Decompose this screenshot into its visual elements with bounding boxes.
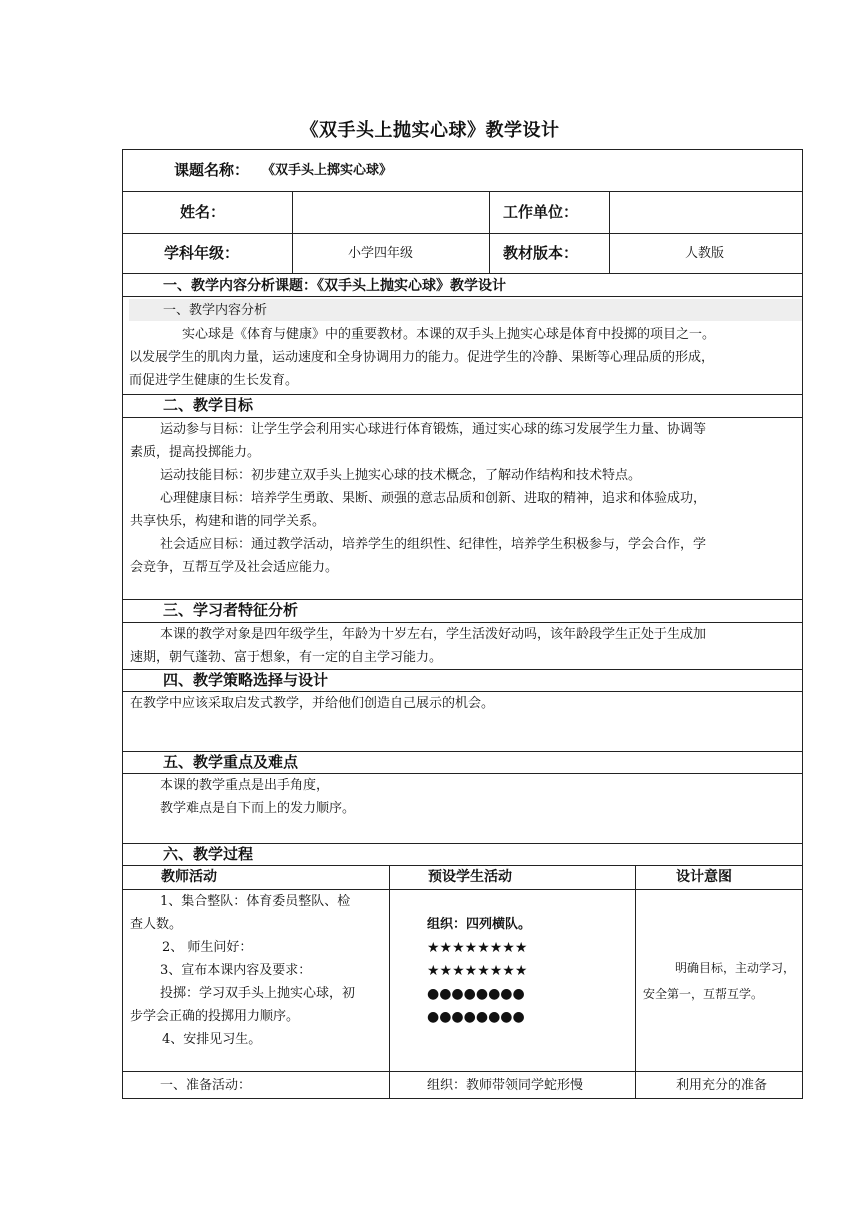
topic-label: 课题名称： bbox=[174, 161, 250, 179]
unit-label: 工作单位： bbox=[503, 203, 579, 221]
paragraph-line: 运动技能目标：初步建立双手头上抛实心球的技术概念，了解动作结构和技术特点。 bbox=[160, 468, 642, 483]
student-organization: 组织：四列横队。 bbox=[427, 917, 532, 932]
formation-row-stars: ★★★★★★★★ bbox=[427, 940, 528, 956]
section4-heading: 四、教学策略选择与设计 bbox=[163, 671, 329, 689]
design-intent-line: 明确目标，主动学习， bbox=[675, 961, 796, 975]
section1-subheading: 一、教学内容分析 bbox=[163, 303, 268, 318]
section3-heading: 三、学习者特征分析 bbox=[163, 601, 299, 619]
teacher-activity-line: 一、准备活动： bbox=[160, 1078, 252, 1093]
teacher-activity-line: 步学会正确的投掷用力顺序。 bbox=[130, 1009, 300, 1024]
section5-heading: 五、教学重点及难点 bbox=[163, 753, 299, 771]
edition-value: 人教版 bbox=[685, 246, 725, 261]
section6-heading: 六、教学过程 bbox=[163, 845, 254, 863]
paragraph-line: 本课的教学重点是出手角度， bbox=[160, 778, 330, 793]
teacher-activity-line: 4、安排见习生。 bbox=[162, 1032, 262, 1047]
section1-heading: 一、教学内容分析课题：《双手头上抛实心球》教学设计 bbox=[163, 278, 506, 294]
row-divider bbox=[122, 751, 803, 752]
teacher-activity-line: 3、宣布本课内容及要求： bbox=[160, 963, 312, 978]
paragraph-line: 共享快乐，构建和谐的同学关系。 bbox=[130, 514, 326, 529]
col-divider bbox=[635, 865, 636, 1099]
row-divider bbox=[122, 843, 803, 844]
section2-heading: 二、教学目标 bbox=[163, 396, 254, 414]
col-divider bbox=[389, 865, 390, 1099]
design-intent-line: 利用充分的准备 bbox=[676, 1078, 768, 1093]
col-divider bbox=[609, 191, 610, 273]
row-divider bbox=[122, 599, 803, 600]
row-divider bbox=[122, 865, 803, 866]
grade-value: 小学四年级 bbox=[348, 246, 414, 261]
document-title: 《双手头上抛实心球》教学设计 bbox=[300, 120, 560, 141]
col-divider bbox=[489, 191, 490, 273]
paragraph-line: 会竞争，互帮互学及社会适应能力。 bbox=[130, 560, 339, 575]
teacher-activity-line: 1、集合整队：体育委员整队、检 bbox=[160, 894, 351, 909]
teacher-activity-line: 查人数。 bbox=[130, 917, 183, 932]
row-divider bbox=[122, 669, 803, 670]
grade-label: 学科年级： bbox=[164, 244, 240, 262]
formation-row-dots: ●●●●●●●● bbox=[427, 986, 525, 1002]
paragraph-line: 实心球是《体育与健康》中的重要教材。本课的双手头上抛实心球是体育中投掷的项目之一。 bbox=[182, 327, 716, 342]
formation-row-dots: ●●●●●●●● bbox=[427, 1009, 525, 1025]
student-activity-line: 组织：教师带领同学蛇形慢 bbox=[427, 1078, 584, 1093]
paragraph-line: 本课的教学对象是四年级学生，年龄为十岁左右，学生活泼好动吗，该年龄段学生正处于生成加 bbox=[160, 627, 707, 642]
col-header-teacher: 教师活动 bbox=[161, 869, 217, 885]
row-divider bbox=[122, 1071, 803, 1072]
name-label: 姓名： bbox=[180, 203, 226, 221]
paragraph-line: 社会适应目标：通过教学活动，培养学生的组织性、纪律性，培养学生积极参与，学会合作，学 bbox=[160, 537, 707, 552]
col-header-intent: 设计意图 bbox=[676, 869, 732, 885]
paragraph-line: 速期，朝气蓬勃、富于想象，有一定的自主学习能力。 bbox=[130, 650, 443, 665]
row-divider bbox=[122, 191, 803, 192]
col-header-student: 预设学生活动 bbox=[428, 869, 512, 885]
paragraph-line: 在教学中应该采取启发式教学，并给他们创造自己展示的机会。 bbox=[130, 696, 495, 711]
paragraph-line: 而促进学生健康的生长发育。 bbox=[129, 373, 299, 388]
row-divider bbox=[122, 394, 803, 395]
col-divider bbox=[292, 191, 293, 273]
design-intent-line: 安全第一，互帮互学。 bbox=[643, 987, 764, 1001]
paragraph-line: 教学难点是自下而上的发力顺序。 bbox=[160, 801, 356, 816]
edition-label: 教材版本： bbox=[503, 244, 579, 262]
paragraph-line: 心理健康目标：培养学生勇敢、果断、顽强的意志品质和创新、进取的精神，追求和体验成功， bbox=[160, 491, 707, 506]
topic-value: 《双手头上掷实心球》 bbox=[262, 163, 393, 178]
row-divider bbox=[122, 233, 803, 234]
row-divider bbox=[122, 296, 803, 297]
row-divider bbox=[122, 273, 803, 274]
formation-row-stars: ★★★★★★★★ bbox=[427, 963, 528, 979]
teacher-activity-line: 2、 师生问好： bbox=[162, 940, 253, 955]
paragraph-line: 运动参与目标：让学生学会利用实心球进行体育锻炼，通过实心球的练习发展学生力量、协调等 bbox=[160, 422, 707, 437]
paragraph-line: 以发展学生的肌肉力量，运动速度和全身协调用力的能力。促进学生的冷静、果断等心理品质的形成， bbox=[129, 350, 715, 365]
paragraph-line: 素质，提高投掷能力。 bbox=[130, 445, 261, 460]
teacher-activity-line: 投掷：学习双手头上抛实心球，初 bbox=[160, 986, 356, 1001]
